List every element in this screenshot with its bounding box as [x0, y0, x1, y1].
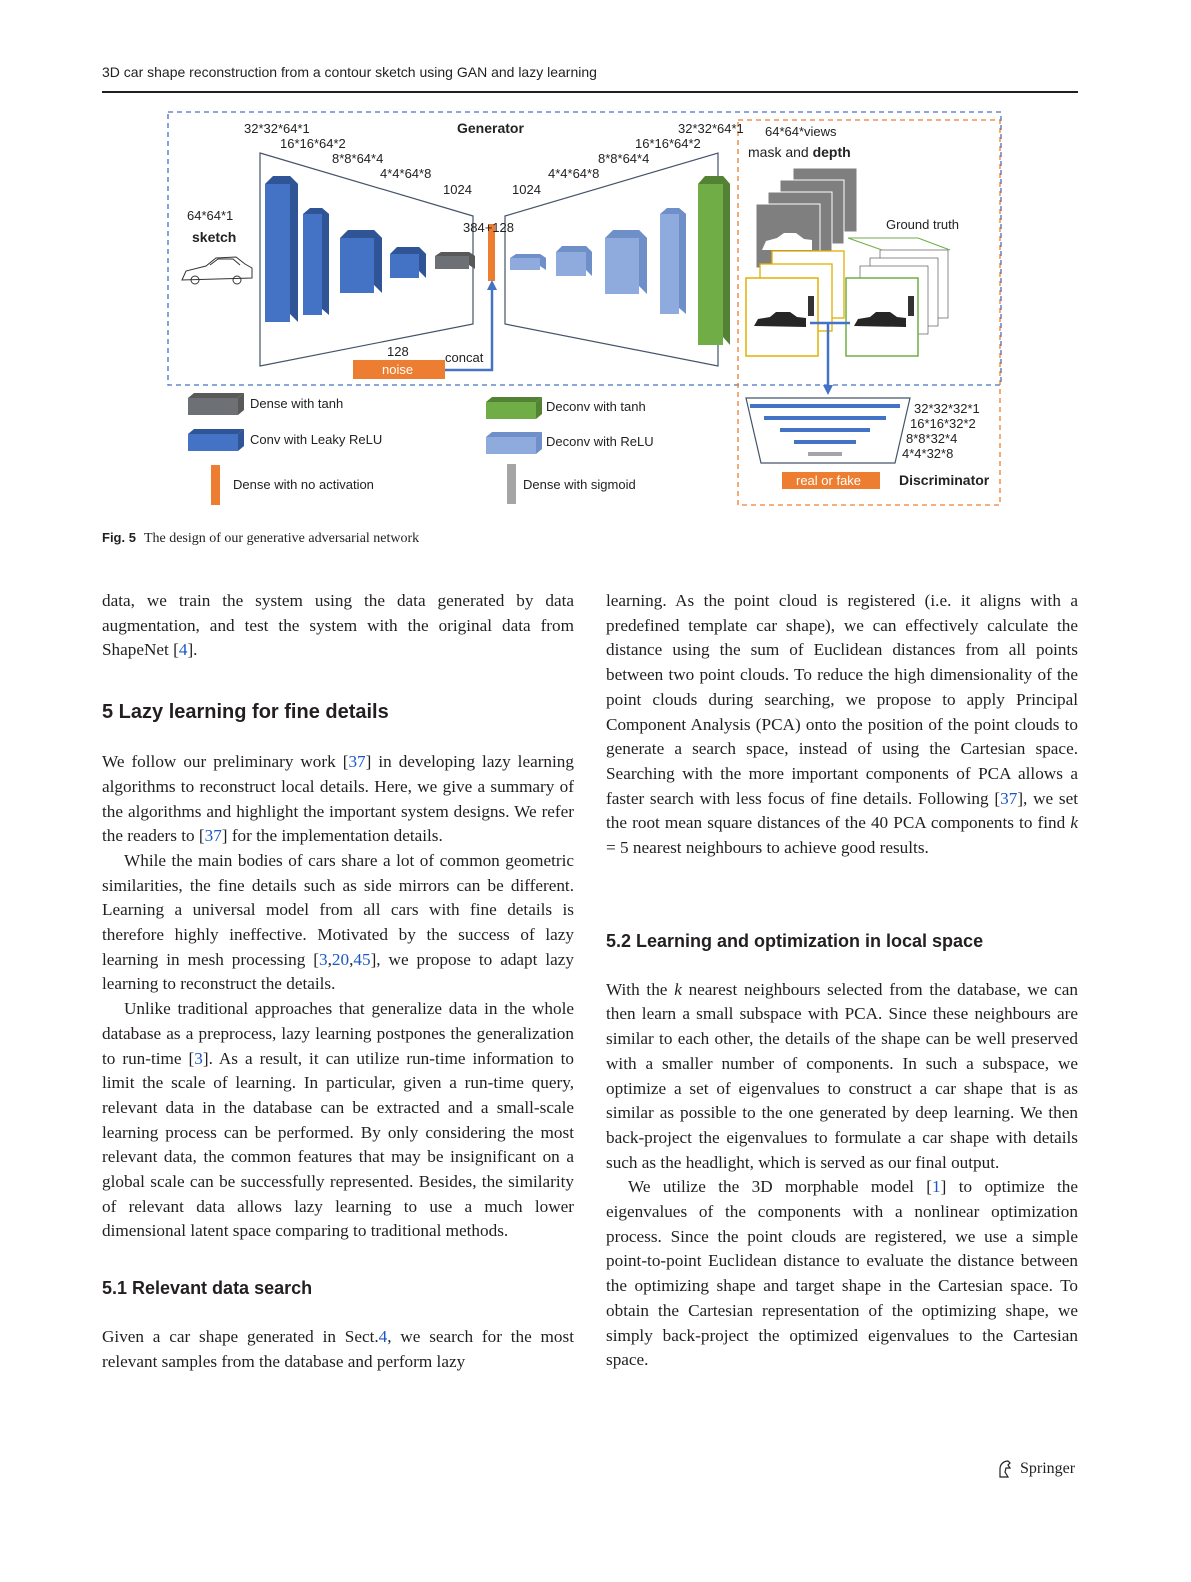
deconv-block-2	[556, 246, 592, 276]
citation-link[interactable]: 37	[204, 826, 222, 846]
legend-conv-swatch	[188, 429, 244, 451]
deconv-tanh-block	[698, 176, 730, 345]
paragraph: Given a car shape generated in Sect.4, we search for the most relevant samples from the database and perform lazy	[102, 1327, 574, 1371]
discriminator-title: Discriminator	[899, 472, 990, 488]
disc-layer-4	[794, 440, 856, 444]
svg-text:16*16*64*2: 16*16*64*2	[635, 136, 701, 151]
section-link[interactable]: 4	[378, 1327, 388, 1347]
left-column	[102, 589, 574, 1375]
generated-views	[746, 251, 844, 356]
figure-caption-text: The design of our generative adversarial network	[143, 531, 420, 546]
svg-text:32*32*64*1: 32*32*64*1	[244, 121, 310, 136]
svg-text:concat: concat	[445, 350, 484, 365]
svg-text:Ground truth: Ground truth	[886, 217, 959, 232]
svg-text:Dense with tanh: Dense with tanh	[250, 396, 344, 411]
section-heading: 5 Lazy learning for fine details	[102, 701, 389, 724]
deconv-block-1	[510, 254, 546, 270]
svg-text:8*8*32*4: 8*8*32*4	[906, 431, 958, 446]
conv-block-4	[390, 247, 426, 278]
svg-text:Deconv with tanh: Deconv with tanh	[546, 399, 646, 414]
svg-text:64*64*1: 64*64*1	[187, 208, 234, 223]
citation-link[interactable]: 37	[348, 752, 366, 772]
deconv-block-4	[660, 208, 686, 314]
publisher-name: Springer	[1020, 1460, 1076, 1477]
figure-caption	[102, 530, 419, 547]
svg-text:4*4*32*8: 4*4*32*8	[902, 446, 954, 461]
subsection-heading: 5.1 Relevant data search	[102, 1278, 313, 1299]
svg-text:4*4*64*8: 4*4*64*8	[380, 166, 432, 181]
discriminator-input-arrowhead	[823, 385, 833, 395]
svg-text:64*64*views: 64*64*views	[765, 124, 837, 139]
springer-horse-icon	[996, 1459, 1014, 1479]
svg-text:Conv with Leaky ReLU: Conv with Leaky ReLU	[250, 432, 383, 447]
svg-text:8*8*64*4: 8*8*64*4	[332, 151, 384, 166]
gan-architecture-figure	[160, 108, 1020, 513]
header-rule	[102, 91, 1078, 93]
legend-dense-tanh-swatch	[188, 393, 244, 415]
output-label: mask and depth	[748, 144, 851, 160]
paragraph: We follow our preliminary work [37] in developing lazy learning algorithms to reconstruct local details. Here, we give a summary of the algorithms and highlight the important system designs. We refer the readers to [37] for the implementation details.	[102, 752, 574, 846]
dense-tanh-block	[435, 252, 475, 269]
disc-sigmoid	[808, 452, 842, 456]
svg-text:1024: 1024	[512, 182, 541, 197]
disc-layer-2	[764, 416, 886, 420]
legend-sigmoid-swatch	[507, 464, 516, 504]
conv-block-2	[303, 208, 329, 315]
svg-text:128: 128	[387, 344, 409, 359]
citation-link[interactable]: 20	[331, 949, 350, 969]
svg-text:32*32*32*1: 32*32*32*1	[914, 401, 980, 416]
deconv-block-3	[605, 230, 647, 294]
legend-deconv-tanh-swatch	[486, 397, 542, 419]
conv-block-3	[340, 230, 382, 293]
citation-link[interactable]: 4	[178, 640, 188, 660]
paragraph: While the main bodies of cars share a lot of common geometric similarities, the fine details such as side mirrors can be different. Learning a universal model from all cars with fine details is therefore highly ineffective. Motivated by the success of lazy learning in mesh processing [3,20,45], we propose to adapt lazy learning to reconstruct the details.	[102, 850, 574, 994]
generator-title: Generator	[457, 120, 524, 136]
legend-noact-swatch	[211, 465, 220, 505]
subsection-heading: 5.2 Learning and optimization in local space	[606, 930, 984, 951]
svg-text:32*32*64*1: 32*32*64*1	[678, 121, 744, 136]
citation-link[interactable]: 3	[194, 1048, 203, 1068]
paragraph: Unlike traditional approaches that generalize data in the whole database as a preprocess, lazy learning postpones the generalization to run-time [3]. As a result, it can utilize run-time information to limit the scale of learning. In particular, given a run-time query, relevant data in the database can be extracted and a small-scale learning process can be performed. By only considering the most relevant data, the common features that may be insignificant on a global scale can be successfully represented. Besides, the similarity of relevant data allows lazy learning to use a much lower dimensional latent space comparing to traditional methods.	[102, 999, 574, 1241]
ground-truth-views	[846, 238, 950, 356]
right-column	[606, 589, 1078, 1373]
legend-deconv-relu-swatch	[486, 432, 542, 454]
svg-text:16*16*32*2: 16*16*32*2	[910, 416, 976, 431]
svg-text:4*4*64*8: 4*4*64*8	[548, 166, 600, 181]
svg-text:384+128: 384+128	[463, 220, 514, 235]
paragraph: data, we train the system using the data generated by data augmentation, and test the system with the original data from ShapeNet [4].	[102, 591, 574, 660]
running-head: 3D car shape reconstruction from a contour sketch using GAN and lazy learning	[102, 64, 597, 80]
svg-text:real or fake: real or fake	[796, 473, 862, 488]
paragraph: With the k nearest neighbours selected from the database, we can then learn a small subspace with PCA. Since these neighbours are similar to each other, the details of the shape can be well preserved with a smaller number of components. In such a subspace, we optimize a set of eigenvalues to construct a car shape that is as similar as possible to the one generated by deep learning. We then back-project the eigenvalues to formulate a car shape with details such as the headlight, which is served as our final output.	[606, 979, 1078, 1172]
paragraph: We utilize the 3D morphable model [1] to optimize the eigenvalues of the components with a nonlinear optimization process. Since the point clouds are registered, we use a simple point-to-point Euclidean distance to evaluate the distance between the optimizing shape and target shape in the Cartesian space. To obtain the Cartesian representation of the optimizing shape, we simply back-project the optimized eigenvalues to the Cartesian space.	[606, 1177, 1078, 1370]
citation-link[interactable]: 1	[931, 1177, 941, 1197]
publisher-logo	[996, 1459, 1075, 1479]
paragraph: learning. As the point cloud is registered (i.e. it aligns with a predefined template car shape), we can effectively calculate the distance using the sum of Euclidean distances from all points between two point clouds. To reduce the high dimensionality of the point clouds during searching, we propose to apply Principal Component Analysis (PCA) onto the position of the point clouds to generate a search space, instead of using the Cartesian space. Searching with the more important components of PCA allows a faster search with less focus of fine details. Following [37], we set the root mean square distances of the 40 PCA components to find k = 5 nearest neighbours to achieve good results.	[606, 591, 1078, 858]
citation-link[interactable]: 37	[1000, 788, 1018, 808]
svg-text:8*8*64*4: 8*8*64*4	[598, 151, 650, 166]
input-label: sketch	[192, 229, 237, 245]
svg-text:Dense with sigmoid: Dense with sigmoid	[523, 477, 636, 492]
sketch-image	[182, 257, 252, 284]
figure-label: Fig. 5	[102, 530, 136, 545]
svg-text:Deconv with ReLU: Deconv with ReLU	[546, 434, 654, 449]
conv-block-1	[265, 176, 298, 322]
citation-link[interactable]: 45	[353, 949, 371, 969]
disc-layer-3	[780, 428, 870, 432]
citation-link[interactable]: 3	[319, 949, 328, 969]
svg-text:noise: noise	[382, 362, 414, 377]
svg-text:Dense with no activation: Dense with no activation	[233, 477, 374, 492]
svg-text:16*16*64*2: 16*16*64*2	[280, 136, 346, 151]
svg-text:1024: 1024	[443, 182, 472, 197]
disc-layer-1	[750, 404, 900, 408]
concat-arrowhead	[487, 280, 497, 290]
